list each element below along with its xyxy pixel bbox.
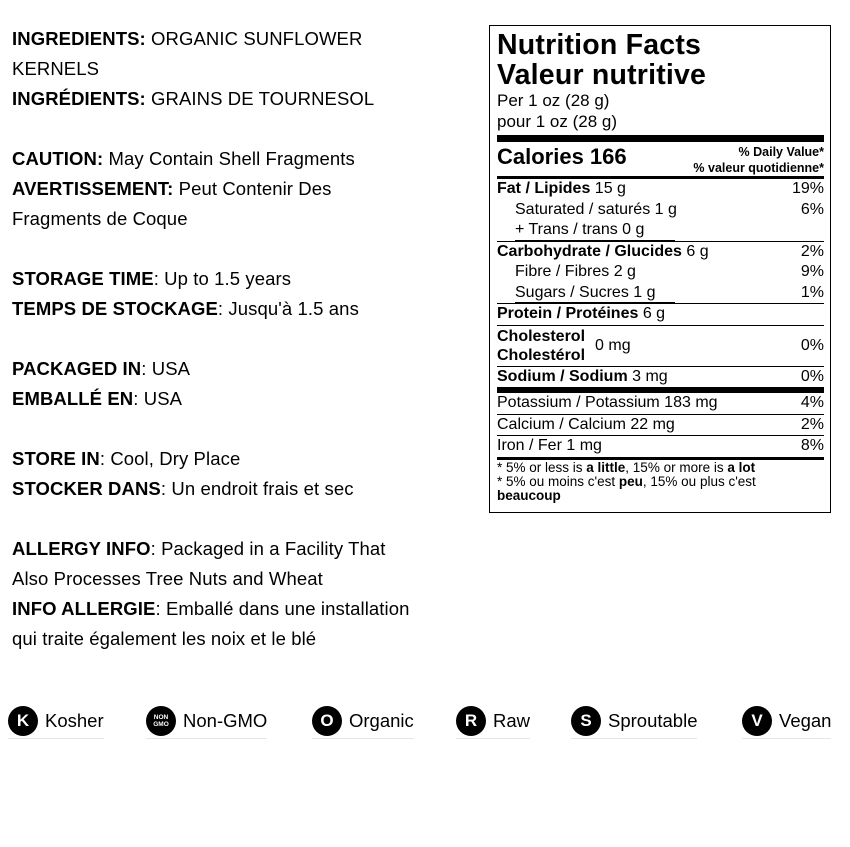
badge-sproutable: S Sproutable <box>571 704 697 739</box>
protein-row: Protein / Protéines 6 g <box>497 305 666 322</box>
nutrition-title-fr: Valeur nutritive <box>497 59 707 91</box>
kosher-icon: K <box>8 706 38 736</box>
ingredients-en-cont: KERNELS <box>12 58 100 79</box>
nutrition-title-en: Nutrition Facts <box>497 29 702 61</box>
caution-en: CAUTION: May Contain Shell Fragments <box>12 148 355 169</box>
caution-fr-cont: Fragments de Coque <box>12 208 188 229</box>
daily-value-header <box>693 142 824 176</box>
calories-row <box>497 142 824 176</box>
sproutable-icon: S <box>571 706 601 736</box>
non-gmo-icon: NON GMO <box>146 706 176 736</box>
ingredients-en: INGREDIENTS: ORGANIC SUNFLOWER <box>12 28 363 49</box>
storage-en: STORAGE TIME: Up to 1.5 years <box>12 268 292 289</box>
sugars-row: Sugars / Sucres 1 g 1% <box>497 283 824 304</box>
badge-non-gmo: NON GMO Non-GMO <box>146 704 267 739</box>
nutrition-facts-panel <box>489 25 831 513</box>
packaged-en: PACKAGED IN: USA <box>12 358 191 379</box>
product-info-text <box>12 24 472 654</box>
carbohydrate-row: Carbohydrate / Glucides 6 g 2% <box>497 242 824 260</box>
organic-icon: O <box>312 706 342 736</box>
footnote: * 5% or less is a little, 15% or more is a lot * 5% ou moins c'est peu, 15% ou plus c'est beaucoup <box>497 459 756 503</box>
calcium-row: Calcium / Calcium 22 mg 2% <box>497 415 824 433</box>
vegan-icon: V <box>742 706 772 736</box>
allergy-fr-cont: qui traite également les noix et le blé <box>12 628 317 649</box>
badge-raw: R Raw <box>456 704 530 739</box>
badge-vegan: V Vegan <box>742 704 831 739</box>
raw-icon: R <box>456 706 486 736</box>
badge-kosher: K Kosher <box>8 704 104 739</box>
cholesterol-row: Cholesterol Cholestérol 0 mg 0% <box>497 327 824 364</box>
store-en: STORE IN: Cool, Dry Place <box>12 448 241 469</box>
saturated-row: Saturated / saturés 1 g 6% <box>515 200 824 218</box>
fat-row: Fat / Lipides 15 g 19% <box>497 180 824 197</box>
trans-row: + Trans / trans 0 g <box>497 220 824 241</box>
serving-size-en: Per 1 oz (28 g) <box>497 91 610 110</box>
iron-row: Iron / Fer 1 mg 8% <box>497 437 824 454</box>
product-badges <box>0 704 850 740</box>
allergy-fr: INFO ALLERGIE: Emballé dans une installation <box>12 598 410 619</box>
fibre-row: Fibre / Fibres 2 g 9% <box>515 263 824 280</box>
storage-fr: TEMPS DE STOCKAGE: Jusqu'à 1.5 ans <box>12 298 359 319</box>
allergy-en-cont: Also Processes Tree Nuts and Wheat <box>12 568 323 589</box>
caution-fr: AVERTISSEMENT: Peut Contenir Des <box>12 178 332 199</box>
potassium-row: Potassium / Potassium 183 mg 4% <box>497 394 824 411</box>
ingredients-fr: INGRÉDIENTS: GRAINS DE TOURNESOL <box>12 88 375 109</box>
dv-en: % Daily Value* <box>738 145 824 159</box>
serving-size-fr: pour 1 oz (28 g) <box>497 112 618 131</box>
packaged-fr: EMBALLÉ EN: USA <box>12 388 183 409</box>
sodium-row: Sodium / Sodium 3 mg 0% <box>497 367 824 385</box>
store-fr: STOCKER DANS: Un endroit frais et sec <box>12 478 354 499</box>
allergy-en: ALLERGY INFO: Packaged in a Facility That <box>12 538 386 559</box>
badge-organic: O Organic <box>312 704 414 739</box>
dv-fr: % valeur quotidienne* <box>693 161 824 175</box>
calories-label: Calories 166 <box>497 144 627 169</box>
